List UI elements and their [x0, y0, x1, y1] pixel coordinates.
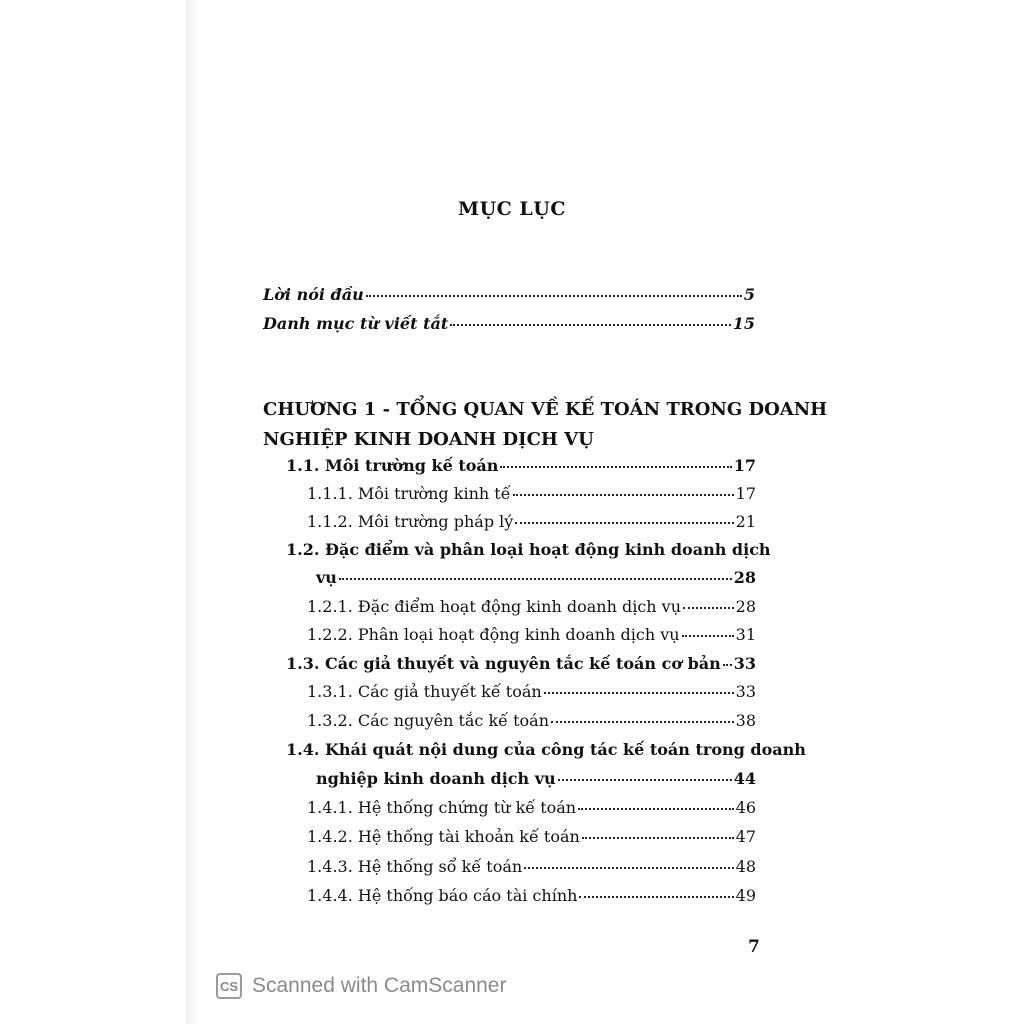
toc-entry-1-2-1 [307, 596, 756, 618]
dot-leader [513, 494, 734, 496]
toc-entry-1-4-1 [307, 797, 756, 819]
toc-entry-1-2-line1: 1.2. Đặc điểm và phân loại hoạt động kinh doanh dịch [286, 540, 771, 559]
toc-entry-page: 17 [733, 456, 756, 475]
toc-entry-page: 5 [743, 285, 755, 304]
dot-leader [366, 295, 742, 297]
toc-entry-1-4-3 [307, 856, 756, 878]
toc-entry-label: 1.3.2. Các nguyên tắc kế toán [307, 711, 550, 730]
toc-entry-label: Danh mục từ viết tắt [263, 314, 449, 333]
toc-entry-label: 1.3. Các giả thuyết và nguyên tắc kế toán cơ bản [286, 654, 721, 673]
toc-entry-label: 1.2.1. Đặc điểm hoạt động kinh doanh dịch vụ [307, 597, 682, 616]
dot-leader [578, 808, 734, 810]
toc-entry-label: 1.4.2. Hệ thống tài khoản kế toán [307, 827, 580, 846]
toc-entry-page: 21 [735, 512, 756, 531]
dot-leader [558, 779, 732, 781]
dot-leader [683, 607, 734, 609]
toc-entry-1-4-2 [307, 826, 756, 848]
toc-entry-1-1-2 [307, 511, 756, 533]
scanner-watermark [216, 973, 506, 999]
toc-entry-label: 1.3.1. Các giả thuyết kế toán [307, 682, 542, 701]
toc-entry-1-4 [316, 768, 756, 790]
toc-entry-page: 17 [735, 484, 756, 503]
toc-entry-page: 28 [733, 568, 756, 587]
toc-entry-page: 33 [733, 654, 756, 673]
dot-leader [579, 896, 733, 898]
page-gutter-shadow [186, 0, 200, 1024]
watermark-text: Scanned with CamScanner [252, 974, 507, 997]
toc-entry-loi-noi-dau [263, 284, 755, 306]
dot-leader [524, 867, 733, 869]
dot-leader [723, 664, 732, 666]
toc-entry-1-2 [316, 567, 756, 589]
dot-leader [682, 635, 734, 637]
page-number: 7 [748, 937, 760, 957]
camscanner-logo-icon: CS [216, 973, 242, 999]
toc-entry-label: 1.2.2. Phân loại hoạt động kinh doanh dịch vụ [307, 625, 680, 644]
dot-leader [515, 522, 733, 524]
chapter-title-line2: NGHIỆP KINH DOANH DỊCH VỤ [263, 429, 594, 450]
toc-entry-page: 28 [735, 597, 756, 616]
toc-entry-label: nghiệp kinh doanh dịch vụ [316, 769, 556, 788]
toc-entry-page: 15 [732, 314, 755, 333]
toc-entry-label: 1.4.3. Hệ thống sổ kế toán [307, 857, 523, 876]
toc-entry-page: 38 [735, 711, 756, 730]
toc-entry-label: Lời nói đầu [263, 285, 364, 304]
toc-entry-1-3-2 [307, 710, 756, 732]
chapter-title-line1: CHƯƠNG 1 - TỔNG QUAN VỀ KẾ TOÁN TRONG DOANH [263, 399, 828, 420]
toc-entry-label: vụ [316, 568, 337, 587]
toc-entry-danh-muc [263, 313, 755, 335]
toc-entry-page: 49 [735, 886, 756, 905]
toc-entry-page: 48 [735, 857, 756, 876]
toc-entry-page: 44 [733, 769, 756, 788]
toc-entry-label: 1.1.1. Môi trường kinh tế [307, 484, 511, 503]
toc-entry-1-2-2 [307, 624, 756, 646]
dot-leader [582, 837, 734, 839]
toc-entry-1-1 [286, 455, 756, 477]
toc-entry-label: 1.1.2. Môi trường pháp lý [307, 512, 514, 531]
dot-leader [544, 692, 734, 694]
dot-leader [551, 721, 734, 723]
dot-leader [450, 324, 731, 326]
toc-entry-page: 46 [735, 798, 756, 817]
toc-entry-label: 1.4.4. Hệ thống báo cáo tài chính [307, 886, 578, 905]
toc-entry-1-1-1 [307, 483, 756, 505]
toc-entry-1-3-1 [307, 681, 756, 703]
toc-entry-label: 1.4.1. Hệ thống chứng từ kế toán [307, 798, 577, 817]
toc-entry-page: 33 [735, 682, 756, 701]
dot-leader [500, 466, 731, 468]
toc-entry-page: 47 [735, 827, 756, 846]
dot-leader [339, 578, 732, 580]
toc-entry-page: 31 [735, 625, 756, 644]
toc-entry-1-4-4 [307, 885, 756, 907]
toc-entry-1-4-line1: 1.4. Khái quát nội dung của công tác kế toán trong doanh [286, 740, 806, 759]
toc-entry-label: 1.1. Môi trường kế toán [286, 456, 499, 475]
toc-entry-1-3 [286, 653, 756, 675]
page-title: MỤC LỤC [458, 198, 566, 220]
